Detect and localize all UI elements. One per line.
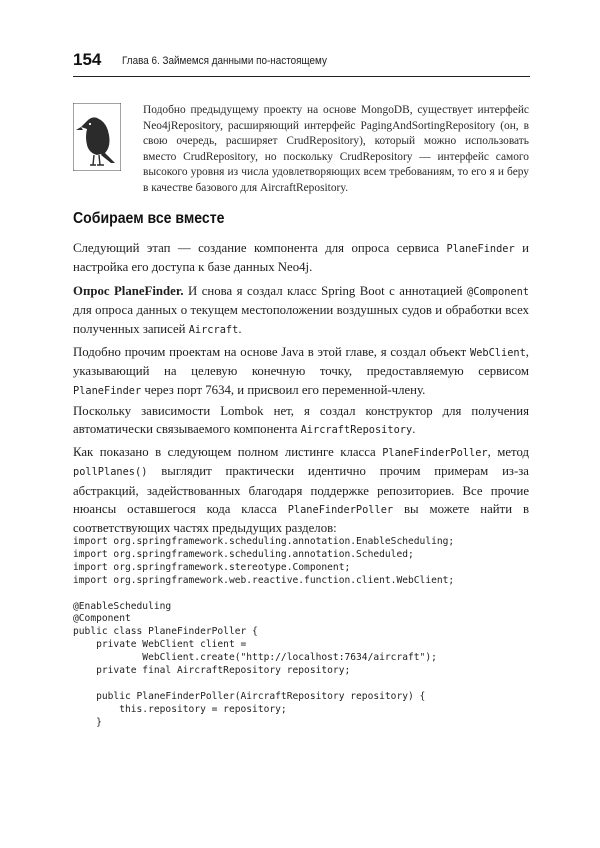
note-text: Подобно предыдущему проекту на основе MongoDB, существует интерфейс Neo4jRepository, расширяющий интерфейс PagingAndSortingRepository (он, в свою очередь, расширяет CrudRepository), который можно использовать вместо CrudRepository, но поскольку CrudRepository — интерфейс самого высокого уровня из числа удовлетворяющих всем требованиям, то его я и беру в качестве базового для AircraftRepository.	[143, 104, 529, 194]
crow-icon	[73, 103, 121, 171]
page-header	[73, 50, 530, 77]
chapter-title: Глава 6. Займемся данными по-настоящему	[122, 55, 327, 67]
paragraph-3: Подобно прочим проектам на основе Java в этой главе, я создал объект WebClient, указывающий на целевую конечную точку, предоставляемую сервисом PlaneFinder через порт 7634, и присвоил его переменной-члену.	[73, 345, 529, 397]
paragraph-5: Как показано в следующем полном листинге класса PlaneFinderPoller, метод pollPlanes() выглядит практически идентично прочим примерам из-за абстракций, задействованных благодаря поддержке репозиториев. Все прочие нюансы оставшегося кода класса PlaneFinderPoller вы можете найти в соответствующих частях предыдущих разделов:	[73, 445, 530, 536]
paragraph-4: Поскольку зависимости Lombok нет, я создал конструктор для получения автоматически связываемого компонента AircraftRepository.	[73, 404, 529, 437]
page-number: 154	[73, 50, 102, 69]
paragraph-1: Следующий этап — создание компонента для опроса сервиса PlaneFinder и настройка его доступа к базе данных Neo4j.	[73, 241, 529, 275]
code-listing: import org.springframework.scheduling.annotation.EnableScheduling; import org.springframework.scheduling.annotation.Scheduled; import org.springframework.stereotype.Component; import org.springframework.web.reactive.function.client.WebClient; @EnableScheduling @Component public class PlaneFinderPoller { private WebClient client = WebClient.create("http://localhost:7634/aircraft"); private final AircraftRepository repository; public PlaneFinderPoller(AircraftRepository repository) { this.repository = repository; }	[73, 536, 455, 728]
section-title: Собираем все вместе	[73, 210, 225, 227]
paragraph-2: Опрос PlaneFinder. И снова я создал класс Spring Boot с аннотацией @Component для опроса данных о текущем местоположении воздушных судов и обработки всех полученных записей Aircraft.	[73, 284, 529, 336]
